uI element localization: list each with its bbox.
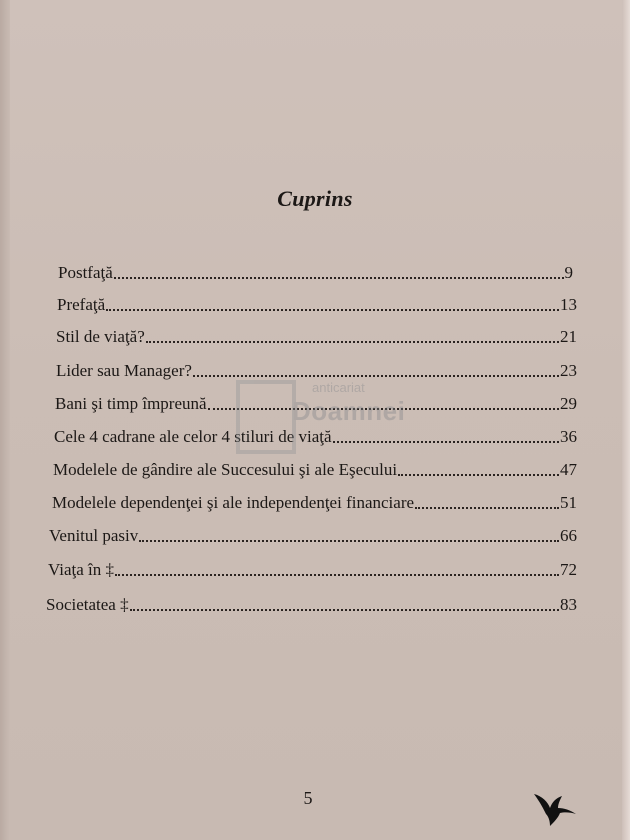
toc-entry-page: 47 [560, 460, 577, 479]
dot-leader [398, 474, 559, 476]
dot-leader [415, 507, 559, 509]
toc-entry-title: Stil de viaţă? [56, 327, 145, 346]
toc-entry [57, 294, 577, 316]
toc-entry-title: Postfaţă [58, 263, 113, 282]
toc-entry-title: Modelele de gândire ale Succesului şi ale Eşecului [53, 460, 398, 479]
toc-entry-title: Venitul pasiv [49, 526, 139, 545]
toc-entry-page: 51 [560, 493, 577, 512]
toc-entry-title: Cele 4 cadrane ale celor 4 stiluri de viaţă [54, 427, 332, 446]
hummingbird-icon [530, 780, 580, 830]
toc-entry-page: 13 [560, 295, 577, 314]
toc-entry-title: Viaţa în ‡ [48, 560, 115, 579]
toc-entry-page: 66 [560, 526, 577, 545]
toc-entry [53, 459, 577, 481]
dot-leader [114, 277, 564, 279]
toc-entry-page: 72 [560, 560, 577, 579]
toc-entry-page: 83 [560, 595, 577, 614]
watermark-small-text: anticariat [312, 380, 365, 395]
watermark-big-text: Doamnei [292, 396, 406, 426]
watermark [236, 378, 406, 458]
watermark-logo-icon [236, 380, 296, 454]
toc-entry [58, 262, 573, 284]
dot-leader [130, 609, 559, 611]
toc-entry-page: 9 [564, 263, 573, 282]
dot-leader [139, 540, 559, 542]
toc-entry-page: 21 [560, 327, 577, 346]
toc-entry [52, 492, 577, 514]
dot-leader [115, 574, 559, 576]
page-title: Cuprins [277, 186, 353, 211]
toc-entry-page: 36 [560, 427, 577, 446]
toc-entry-title: Prefaţă [57, 295, 106, 314]
toc-entry-title: Lider sau Manager? [56, 361, 192, 380]
dot-leader [146, 341, 559, 343]
toc-entry-page: 23 [560, 361, 577, 380]
dot-leader [106, 309, 559, 311]
toc-entry-title: Modelele dependenţei şi ale independenţei financiare [52, 493, 415, 512]
toc-entry-title: Bani şi timp împreună [55, 394, 207, 413]
dot-leader [193, 375, 559, 377]
toc-entry-title: Societatea ‡ [46, 595, 129, 614]
toc-entry-page: 29 [560, 394, 577, 413]
toc-entry [48, 559, 577, 581]
toc-entry [46, 594, 577, 616]
toc-entry [56, 326, 577, 348]
page-number: 5 [303, 788, 313, 808]
toc-entry [49, 525, 577, 547]
